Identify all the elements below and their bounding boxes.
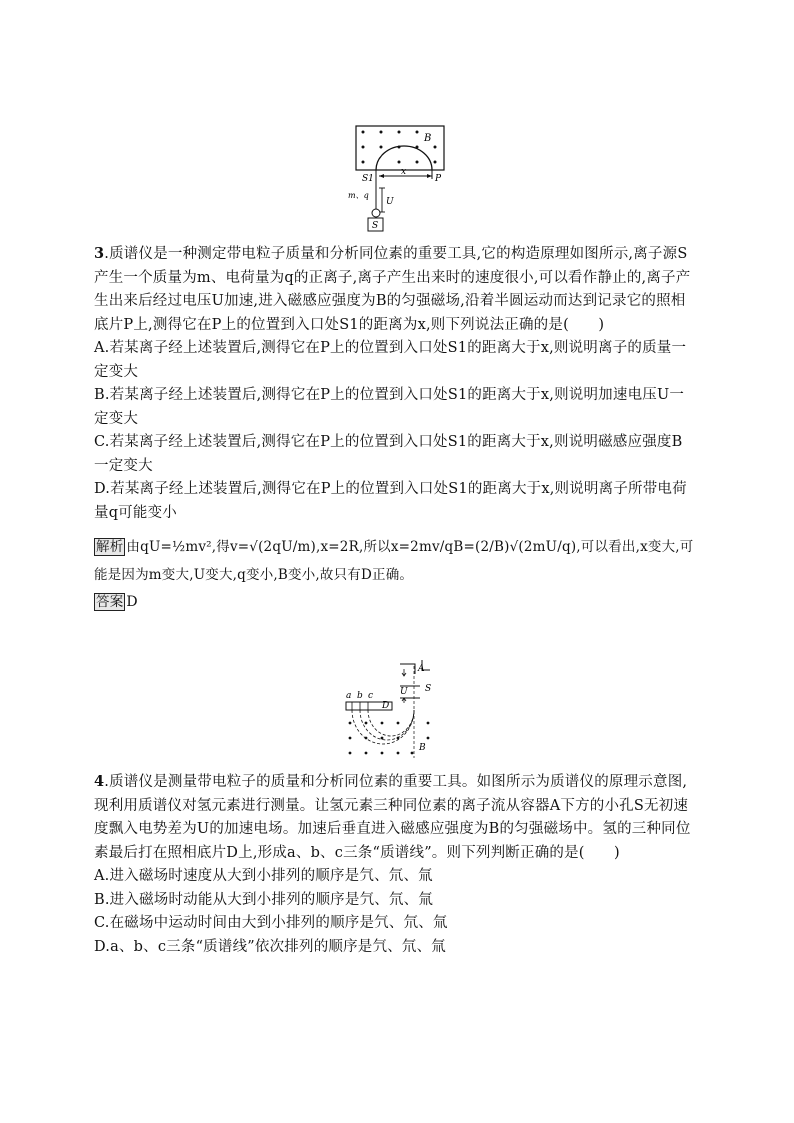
question-3-answer bbox=[94, 591, 694, 615]
label-x: x bbox=[401, 167, 407, 177]
question-3-stem bbox=[94, 242, 694, 337]
label-B: B bbox=[424, 133, 432, 144]
answer-tag: 答案 bbox=[96, 594, 124, 610]
question-3-option-a: A.若某离子经上述装置后,测得它在P上的位置到入口处S1的距离大于x,则说明离子的质量一定变大 bbox=[94, 340, 687, 380]
question-4-option-d: D.a、b、c三条“质谱线”依次排列的顺序是氕、氘、氚 bbox=[94, 938, 446, 955]
label-S1: S1 bbox=[362, 174, 374, 184]
label-B: B bbox=[419, 743, 426, 753]
label-a: a bbox=[346, 691, 352, 701]
label-S: S bbox=[372, 221, 379, 231]
question-3-option-d: D.若某离子经上述装置后,测得它在P上的位置到入口处S1的距离大于x,则说明离子所带电荷量q可能变小 bbox=[94, 481, 687, 521]
label-c: c bbox=[368, 691, 374, 701]
label-b: b bbox=[357, 691, 363, 701]
question-3 bbox=[94, 242, 694, 615]
solution-text: 由qU=½mv²,得v=√(2qU/m),x=2R,所以x=2mv/qB=(2/B)√(2mU/q),可以看出,x变大,可能是因为m变大,U变大,q变小,B变小,故只有D正确。 bbox=[94, 539, 694, 583]
question-4-text: .质谱仪是测量带电粒子的质量和分析同位素的重要工具。如图所示为质谱仪的原理示意图,现利用质谱仪对氢元素进行测量。让氢元素三种同位素的离子流从容器A下方的小孔S无初速度飘入电势差为U的加速电场。加速后垂直进入磁感应强度为B的匀强磁场中。氢的三种同位素最后打在照相底片D上,形成a、b、c三条“质谱线”。则下列判断正确的是( ) bbox=[94, 774, 691, 861]
question-3-text: .质谱仪是一种测定带电粒子质量和分析同位素的重要工具,它的构造原理如图所示,离子源S产生一个质量为m、电荷量为q的正离子,离子产生出来时的速度很小,可以看作静止的,离子产生出来后经过电压U加速,进入磁感应强度为B的匀强磁场,沿着半圆运动而达到记录它的照相底片P上,测得它在P上的位置到入口处S1的距离为x,则下列说法正确的是( ) bbox=[94, 246, 691, 333]
question-4-option-c: C.在磁场中运动时间由大到小排列的顺序是氕、氘、氚 bbox=[94, 915, 448, 931]
solution-tag: 解析 bbox=[96, 539, 124, 555]
question-4-number: 4 bbox=[94, 773, 105, 790]
question-4-option-a: A.进入磁场时速度从大到小排列的顺序是氕、氘、氚 bbox=[94, 868, 433, 884]
label-U: U bbox=[400, 687, 408, 697]
label-A: A bbox=[418, 664, 425, 674]
answer-value: D bbox=[126, 594, 138, 610]
mass-spectrometer-figure-2 bbox=[340, 656, 460, 760]
label-U: U bbox=[386, 197, 394, 207]
label-P: P bbox=[435, 174, 442, 184]
question-3-solution bbox=[94, 533, 694, 589]
question-4 bbox=[94, 770, 694, 959]
label-D: D bbox=[382, 701, 390, 711]
question-4-option-b: B.进入磁场时动能从大到小排列的顺序是氕、氘、氚 bbox=[94, 891, 434, 908]
question-3-option-c: C.若某离子经上述装置后,测得它在P上的位置到入口处S1的距离大于x,则说明磁感应强度B一定变大 bbox=[94, 434, 683, 474]
label-mq: m、q bbox=[348, 191, 369, 200]
mass-spectrometer-figure-1 bbox=[345, 122, 455, 234]
label-S: S bbox=[425, 684, 432, 694]
question-3-number: 3 bbox=[94, 245, 105, 262]
question-3-option-b: B.若某离子经上述装置后,测得它在P上的位置到入口处S1的距离大于x,则说明加速电压U一定变大 bbox=[94, 387, 685, 427]
question-4-stem bbox=[94, 770, 694, 865]
